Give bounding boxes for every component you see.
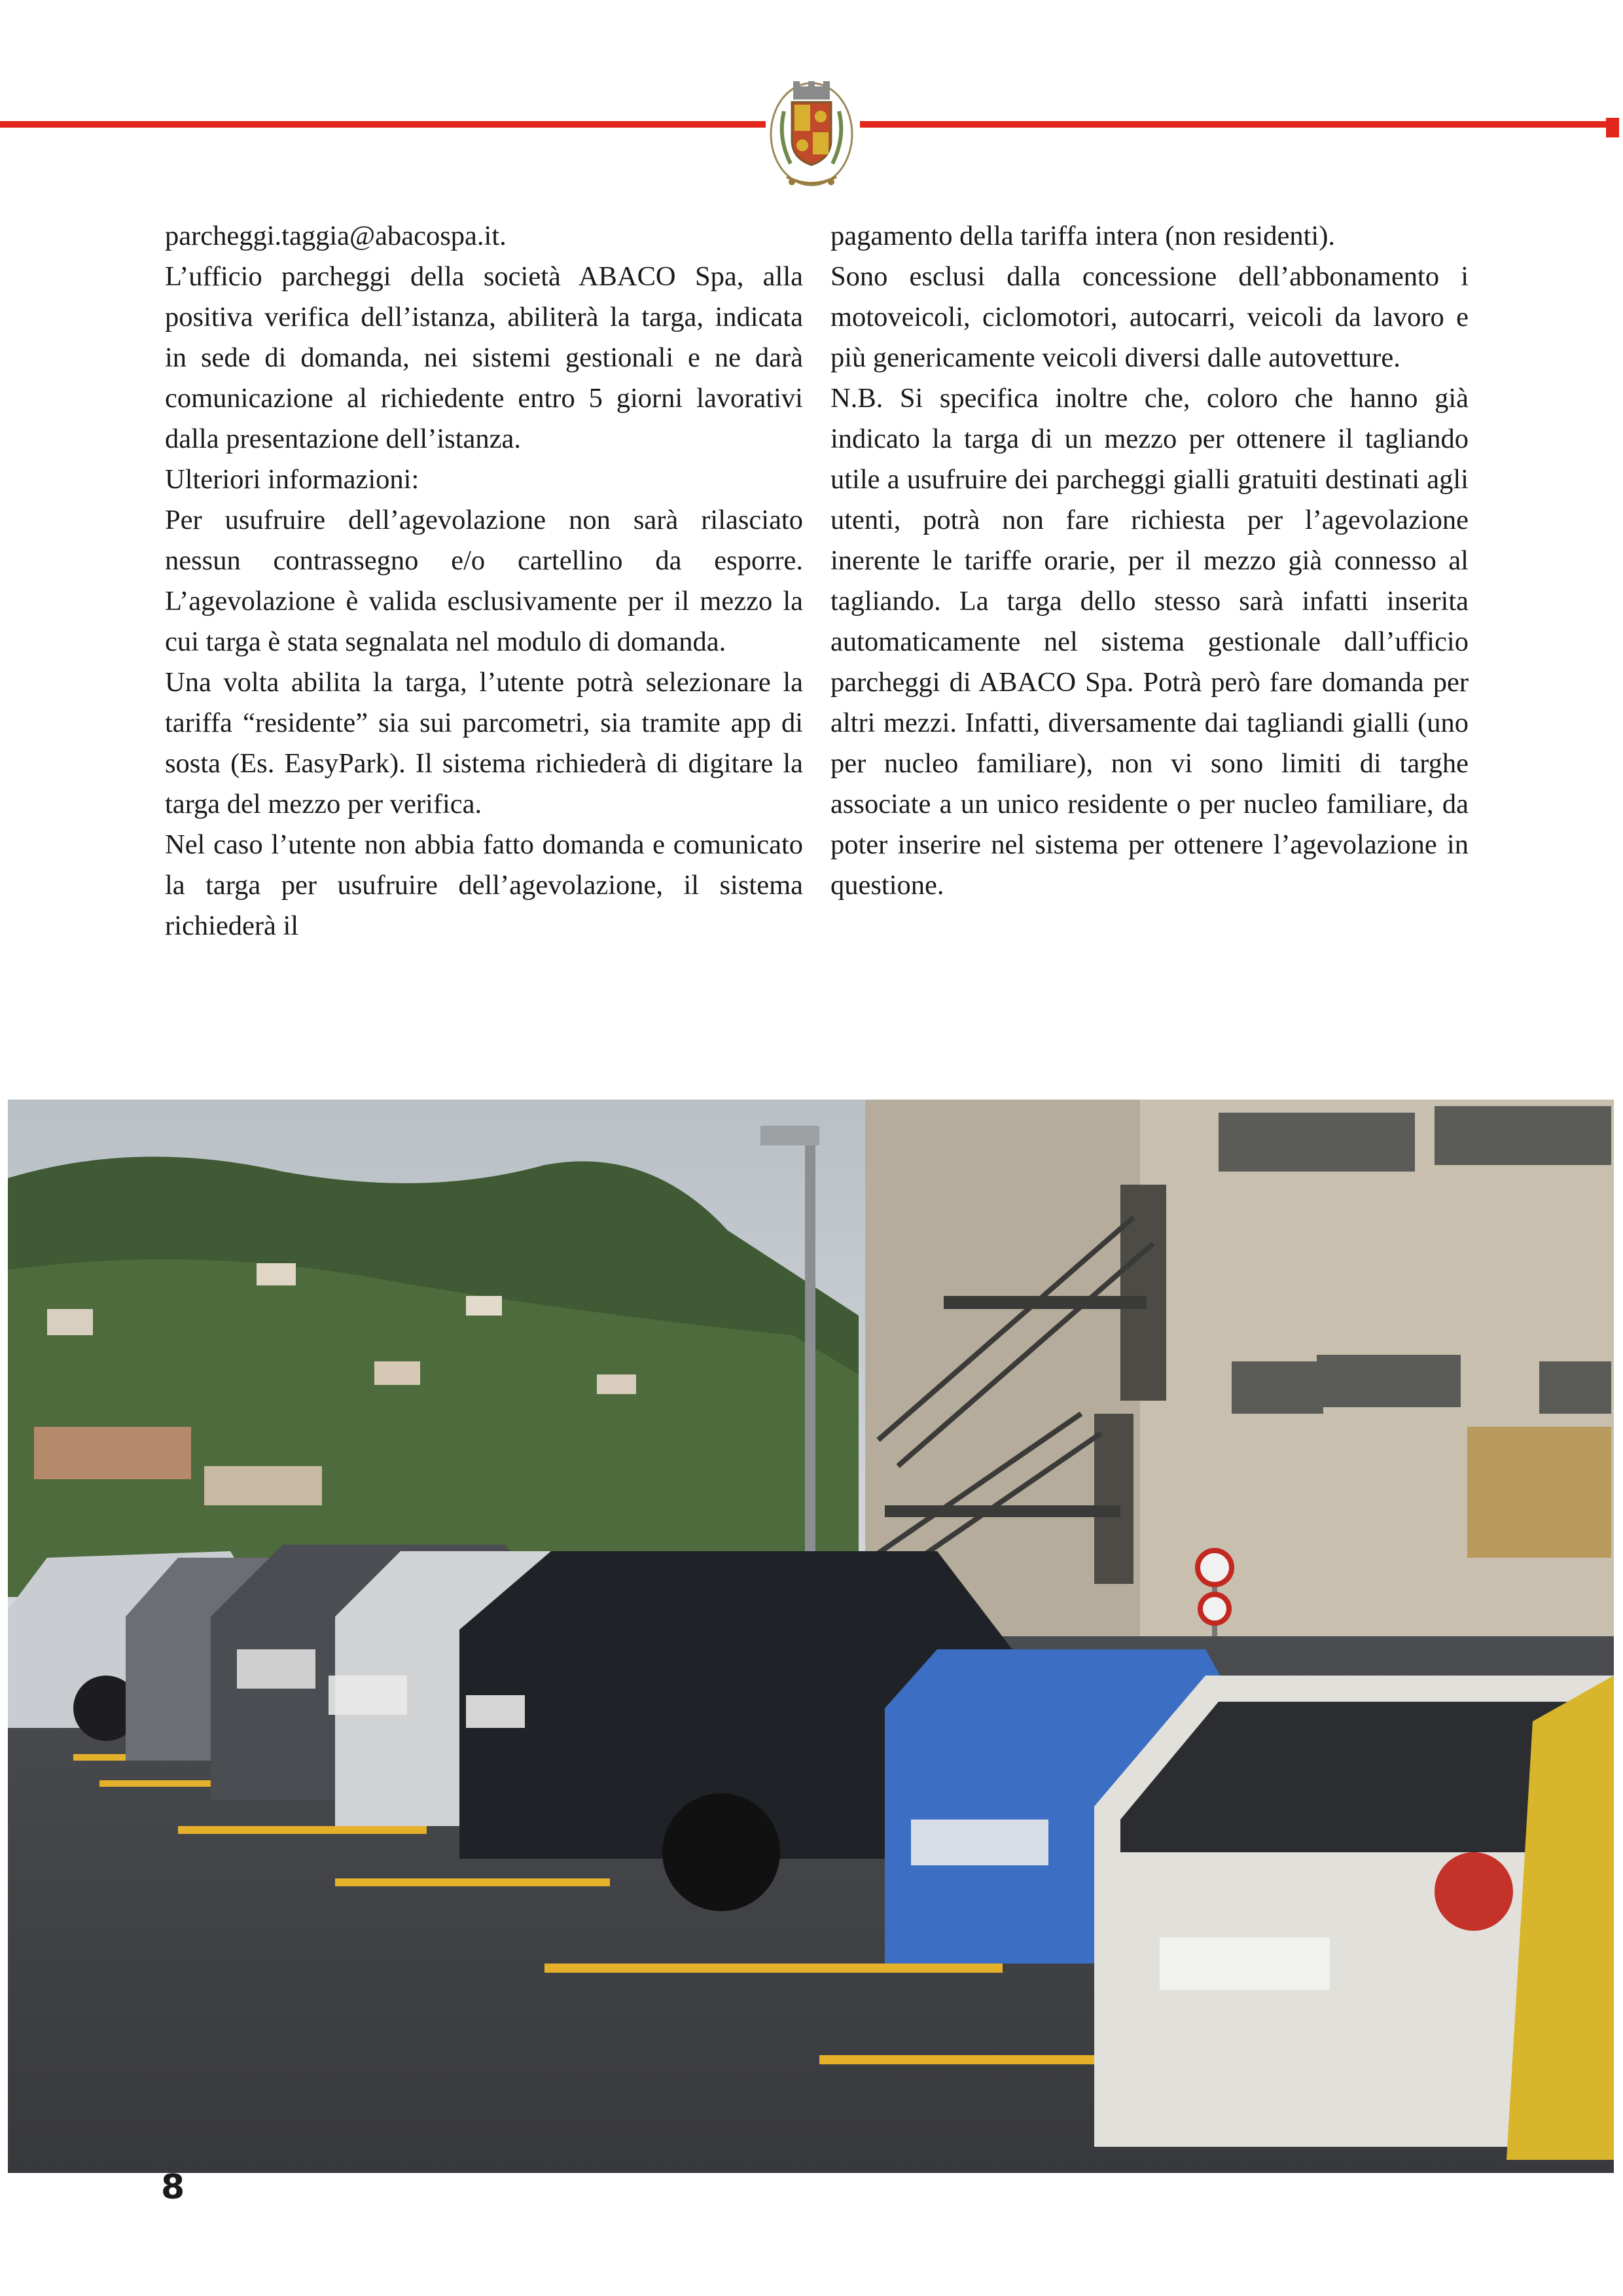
email-paragraph: parcheggi.taggia@abacospa.it.	[165, 221, 507, 251]
header-rule-right	[860, 121, 1606, 128]
left-text-column	[165, 216, 803, 946]
paragraph: Nel caso l’utente non abbia fatto domanda e comunicato la targa per usufruire dell’agevolazione, il sistema richiederà il	[165, 829, 803, 941]
municipal-crest-icon	[764, 72, 859, 196]
paragraph: L’ufficio parcheggi della società ABACO Spa, alla positiva verifica dell’istanza, abiliterà la targa, indicata in sede di domanda, nei sistemi gestionali e ne darà comunicazione al richiedente entro 5 giorni lavorativi dalla presentazione dell’istanza.	[165, 261, 803, 454]
parked-cars-photo	[8, 1100, 1614, 2173]
paragraph: Per usufruire dell’agevolazione non sarà rilasciato nessun contrassegno e/o cartellino da esporre. L’agevolazione è valida esclusivamente per il mezzo la cui targa è stata segnalata nel modulo di domanda.	[165, 505, 803, 657]
page-number: 8	[161, 2168, 185, 2207]
paragraph: pagamento della tariffa intera (non residenti).	[830, 221, 1335, 251]
header-rule-left	[0, 121, 766, 128]
note-paragraph: N.B. Si specifica inoltre che, coloro che hanno già indicato la targa di un mezzo per ottenere il tagliando utile a usufruire dei parcheggi gialli gratuiti destinati agli utenti, potrà non fare richiesta per l’agevolazione inerente le tariffe orarie, per il mezzo già connesso al tagliando. La targa dello stesso sarà infatti inserita automaticamente nel sistema gestionale dall’ufficio parcheggi di ABACO Spa. Potrà però fare domanda per altri mezzi. Infatti, diversamente dai tagliandi gialli (uno per nucleo familiare), non vi sono limiti di targhe associate a un unico residente o per nucleo familiare, da poter inserire nel sistema per ottenere l’agevolazione in questione.	[830, 383, 1469, 901]
section-heading: Ulteriori informazioni:	[165, 464, 419, 495]
paragraph: Una volta abilita la targa, l’utente potrà selezionare la tariffa “residente” sia sui parcometri, sia tramite app di sosta (Es. EasyPark). Il sistema richiederà di digitare la targa del mezzo per verifica.	[165, 667, 803, 819]
header-rule-end	[1606, 118, 1619, 137]
right-text-column	[830, 216, 1469, 906]
paragraph: Sono esclusi dalla concessione dell’abbonamento i motoveicoli, ciclomotori, autocarri, veicoli da lavoro e più genericamente veicoli diversi dalle autovetture.	[830, 261, 1469, 373]
